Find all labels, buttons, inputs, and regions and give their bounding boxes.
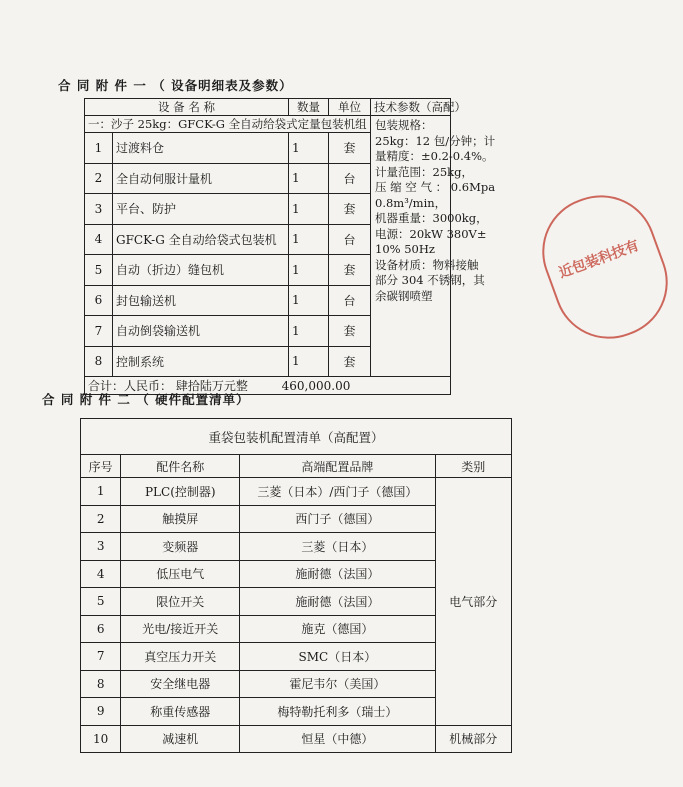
header-name: 设 备 名 称 [85, 99, 289, 116]
spec-line: 10% 50Hz [375, 242, 435, 256]
row-unit: 台 [329, 285, 371, 316]
row-no: 9 [81, 698, 121, 726]
total-label: 合计：人民币： 肆拾陆万元整 [88, 379, 248, 393]
row-qty: 1 [289, 194, 329, 225]
row-unit: 套 [329, 346, 371, 377]
row-name: 封包输送机 [113, 285, 289, 316]
row-brand: 施耐德（法国） [240, 560, 435, 588]
row-name: PLC(控制器) [121, 478, 240, 506]
row-name: 平台、防护 [113, 194, 289, 225]
row-brand: 梅特勒托利多（瑞士） [240, 698, 435, 726]
spec-line: 量精度：±0.2-0.4%。 [375, 149, 494, 163]
spec-line: 0.8m³/min， [375, 195, 447, 210]
row-qty: 1 [289, 346, 329, 377]
spec-cell [371, 116, 496, 377]
row-name: 限位开关 [121, 588, 240, 616]
spec-line: 部分 304 不锈钢，其 [375, 273, 485, 287]
row-brand: 施克（德国） [240, 615, 435, 643]
row-unit: 台 [329, 163, 371, 194]
row-no: 8 [81, 670, 121, 698]
section2-title: 合 同 附 件 二 （ 硬件配置清单） [42, 392, 250, 407]
row-brand: 霍尼韦尔（美国） [240, 670, 435, 698]
row-no: 1 [85, 133, 113, 164]
row-no: 7 [81, 643, 121, 671]
row-no: 3 [85, 194, 113, 225]
spec-line: 压 缩 空 气 ： 0.6Mpa [375, 180, 496, 194]
row-no: 1 [81, 478, 121, 506]
row-unit: 套 [329, 255, 371, 286]
row-name: 变频器 [121, 533, 240, 561]
hardware-table-title: 重袋包装机配置清单（高配置） [81, 419, 512, 455]
row-name: 自动（折边）缝包机 [113, 255, 289, 286]
equipment-header-row [85, 99, 451, 116]
header-category: 类别 [435, 455, 511, 478]
stamp-text: 近包装科技有 [556, 237, 642, 282]
spec-line: 设备材质：物料接触 [375, 257, 479, 272]
row-qty: 1 [289, 285, 329, 316]
row-qty: 1 [289, 163, 329, 194]
row-name: GFCK-G 全自动给袋式包装机 [113, 224, 289, 255]
row-unit: 套 [329, 194, 371, 225]
row-brand: 三菱（日本）/西门子（德国） [240, 478, 435, 506]
hardware-header-row [81, 455, 512, 478]
row-no: 5 [85, 255, 113, 286]
row-qty: 1 [289, 133, 329, 164]
row-name: 光电/接近开关 [121, 615, 240, 643]
row-brand: 三菱（日本） [240, 533, 435, 561]
row-name: 减速机 [121, 725, 240, 753]
equipment-subtitle-row [85, 116, 451, 133]
total-amount: 460,000.00 [281, 379, 351, 393]
row-no: 10 [81, 725, 121, 753]
header-qty: 数量 [289, 99, 329, 116]
row-name: 过渡料仓 [113, 133, 289, 164]
category-mechanical: 机械部分 [435, 725, 511, 753]
row-name: 低压电气 [121, 560, 240, 588]
row-brand: 西门子（德国） [240, 505, 435, 533]
row-name: 全自动伺服计量机 [113, 163, 289, 194]
company-seal-stamp [527, 180, 683, 354]
row-name: 安全继电器 [121, 670, 240, 698]
row-no: 6 [81, 615, 121, 643]
hardware-row [81, 725, 512, 753]
row-brand: 恒星（中德） [240, 725, 435, 753]
section1-title: 合 同 附 件 一 （ 设备明细表及参数） [58, 78, 293, 93]
row-qty: 1 [289, 316, 329, 347]
row-name: 称重传感器 [121, 698, 240, 726]
row-no: 8 [85, 346, 113, 377]
row-no: 5 [81, 588, 121, 616]
row-no: 6 [85, 285, 113, 316]
row-no: 4 [85, 224, 113, 255]
row-unit: 套 [329, 133, 371, 164]
spec-line: 机器重量：3000kg， [375, 211, 488, 225]
equipment-subtitle: 一：沙子 25kg：GFCK-G 全自动给袋式定量包装机组 [85, 116, 371, 133]
row-no: 3 [81, 533, 121, 561]
category-electrical: 电气部分 [435, 478, 511, 726]
row-brand: SMC（日本） [240, 643, 435, 671]
row-name: 自动倒袋输送机 [113, 316, 289, 347]
row-qty: 1 [289, 224, 329, 255]
row-name: 真空压力开关 [121, 643, 240, 671]
row-no: 2 [85, 163, 113, 194]
row-brand: 施耐德（法国） [240, 588, 435, 616]
row-unit: 套 [329, 316, 371, 347]
hardware-title-row [81, 419, 512, 455]
header-brand: 高端配置品牌 [240, 455, 435, 478]
spec-line: 余碳钢喷塑 [375, 288, 433, 303]
spec-line: 包装规格： [375, 118, 433, 132]
equipment-table [84, 98, 496, 395]
row-unit: 台 [329, 224, 371, 255]
hardware-row [81, 478, 512, 506]
row-no: 7 [85, 316, 113, 347]
row-name: 触摸屏 [121, 505, 240, 533]
row-qty: 1 [289, 255, 329, 286]
spec-line: 电源：20kW 380V± [375, 226, 487, 241]
row-name: 控制系统 [113, 346, 289, 377]
spec-line: 25kg：12 包/分钟；计 [375, 133, 496, 148]
header-unit: 单位 [329, 99, 371, 116]
header-spec: 技术参数（高配） [371, 99, 451, 116]
spec-line: 计量范围：25kg， [375, 164, 473, 179]
hardware-table [80, 418, 512, 753]
row-no: 2 [81, 505, 121, 533]
header-part: 配件名称 [121, 455, 240, 478]
header-no: 序号 [81, 455, 121, 478]
row-no: 4 [81, 560, 121, 588]
